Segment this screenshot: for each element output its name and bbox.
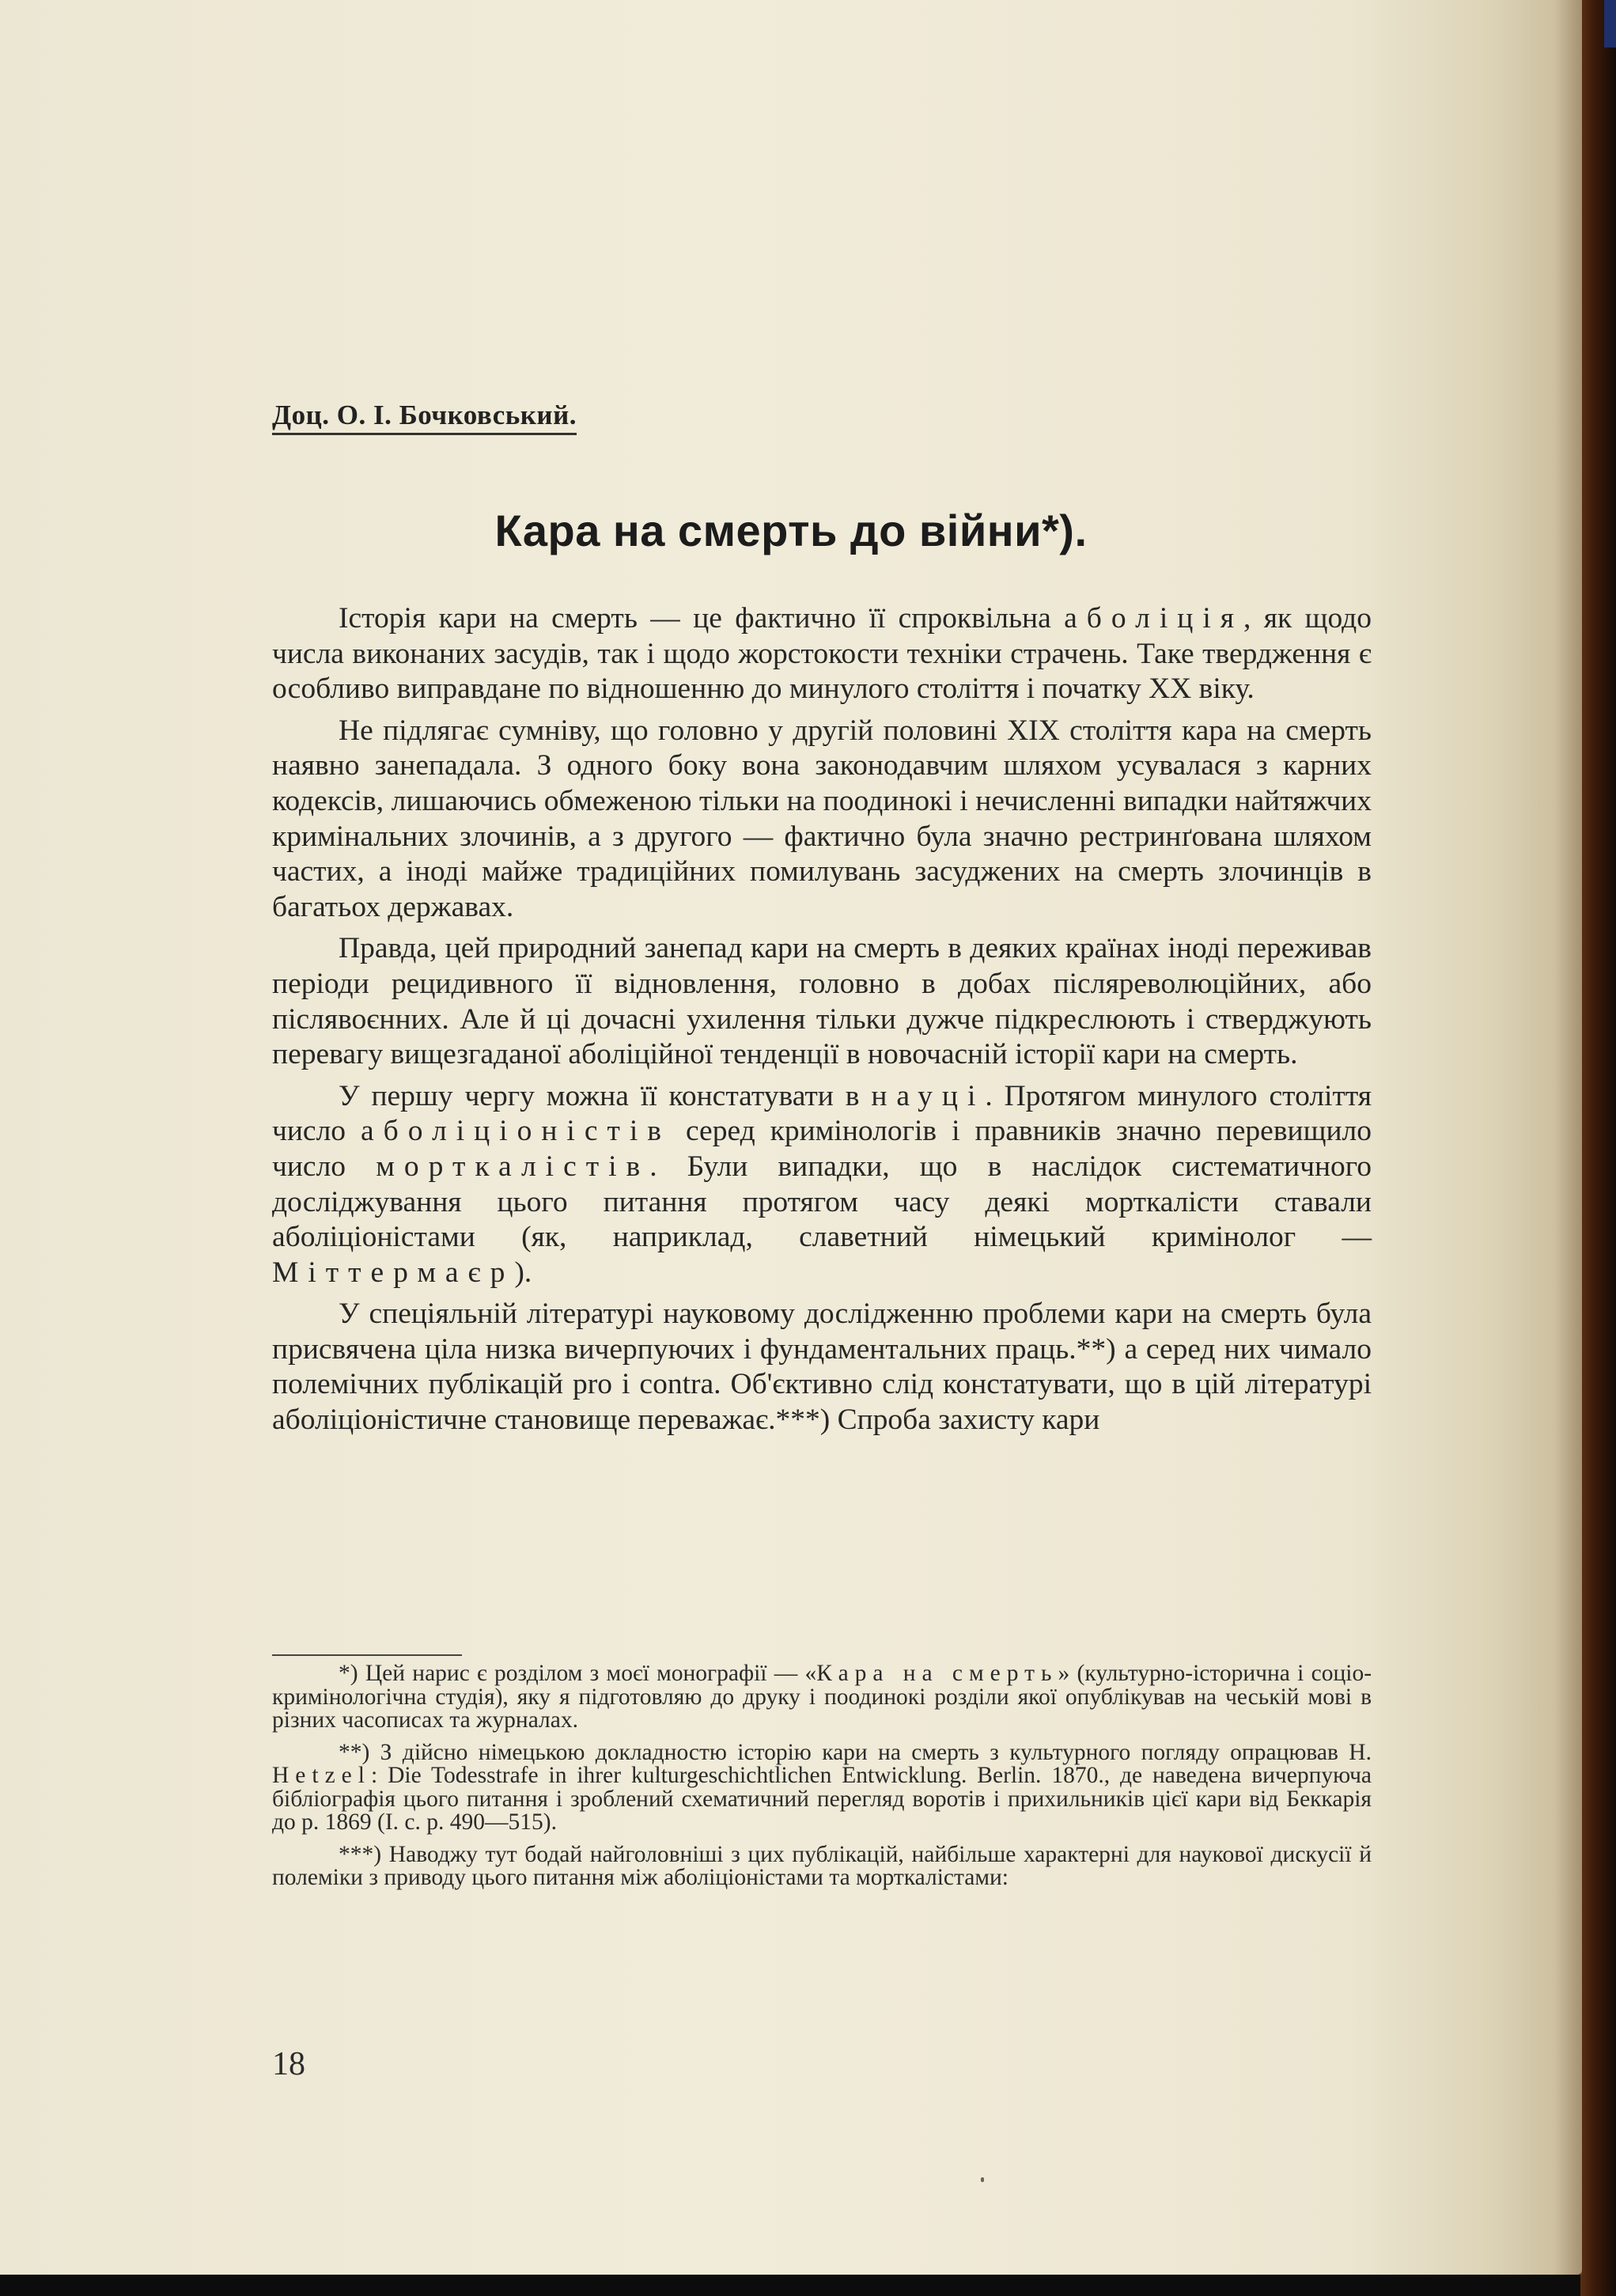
- paragraph-2: Не підлягає сумніву, що головно у другій половині XIX століття кара на смерть наявно занепадала. З одного боку вона законодавчим шляхом усувалася з карних кодексів, лишаючись обмеженою тільки на поодинокі і нечисленні випадки найтяжчих кримінальних злочинів, а з другого — фактично була значно рестринґована шляхом частих, а іноді майже традиційних помилувань засуджених на смерть злочинців в багатьох державах.: [272, 714, 1372, 923]
- footnote-rule: [272, 1654, 462, 1656]
- spine-cloth: [1604, 0, 1616, 47]
- emphasis-kara-na-smert: Кара на смерть: [816, 1661, 1058, 1686]
- footnotes: [272, 1662, 1372, 1899]
- emphasis-hetzel: Hetzel: [272, 1763, 371, 1788]
- emphasis-abolitsiia: аболіція: [1064, 602, 1244, 635]
- author-line: Доц. О. І. Бочковський.: [272, 400, 577, 435]
- paragraph-5: У спеціяльній літературі науковому дослідженню проблеми кари на смерть була присвячена ціла низка вичерпуючих і фундаментальних праць.**) а серед них чимало полемічних публікацій pro і contra. Об'єктивно слід констатувати, що в цій літературі аболіціоністичне становище переважає.***) Спроба захисту кари: [272, 1298, 1372, 1437]
- paper-speck: [981, 2177, 984, 2182]
- footnote-1: *) Цей нарис є розділом з моєї монографії — «Кара на смерть» (культурно-історична і соціо-кримінологічна студія), яку я підготовляю до друку і поодинокі розділи якої опублікував на чеській мові в різних часописах та журналах.: [272, 1661, 1372, 1733]
- paragraph-3: Правда, цей природний занепад кари на смерть в деяких країнах іноді переживав періоди рецидивного її відновлення, головно в добах післяреволюційних, або післявоєнних. Але й ці дочасні ухилення тільки дужче підкреслюють і стверджують перевагу вищезгаданої аболіційної тенденції в новочасній історії кари на смерть.: [272, 932, 1372, 1071]
- emphasis-abolitsionisty: аболіціоністів: [361, 1115, 671, 1148]
- footnote-3: ***) Наводжу тут бодай найголовніші з цих публікацій, найбільше характерні для наукової дискусії й полеміки з приводу цього питання між аболіціоністами та морткалістами:: [272, 1841, 1372, 1890]
- page-number: 18: [272, 2046, 305, 2082]
- paragraph-1: Історія кари на смерть — це фактично її спроквільна аболіція, як щодо числа виконаних засудів, так і щодо жорстокости техніки страчень. Таке твердження є особливо виправдане по відношенню до минулого століття і початку XX віку.: [272, 602, 1372, 706]
- emphasis-mittermaier: Міттермаєр: [272, 1256, 515, 1289]
- article-title: Кара на смерть до війни*).: [494, 506, 1088, 555]
- emphasis-nauka: науці: [871, 1079, 986, 1112]
- page-gutter-shadow: [1554, 0, 1582, 2275]
- paragraph-4: У першу чергу можна її констатувати в науці. Протягом минулого століття число аболіціоністів серед кримінологів і правників значно перевищило число морткалістів. Були випадки, що в наслідок систематичного досліджування цього питання протягом часу деякі морткалісти ставали аболіціоністами (як, наприклад, славетний німецький кримінолог — Міттермаєр).: [272, 1079, 1372, 1289]
- footnote-2: **) З дійсно німецькою докладностю історію кари на смерть з культурного погляду опрацював H. Hetzel: Die Todesstrafe in ihrer kulturgeschichtlichen Entwicklung. Berlin. 1870., де наведена вичерпуюча бібліографія цього питання і зроблений схематичний перегляд воротів і прихильників цієї кари від Беккарія до р. 1869 (I. с. р. 490—515).: [272, 1739, 1372, 1835]
- article-body: [272, 601, 1372, 1445]
- emphasis-mortkalisty: морткалістів: [376, 1150, 650, 1183]
- book-spine: [1580, 0, 1616, 2296]
